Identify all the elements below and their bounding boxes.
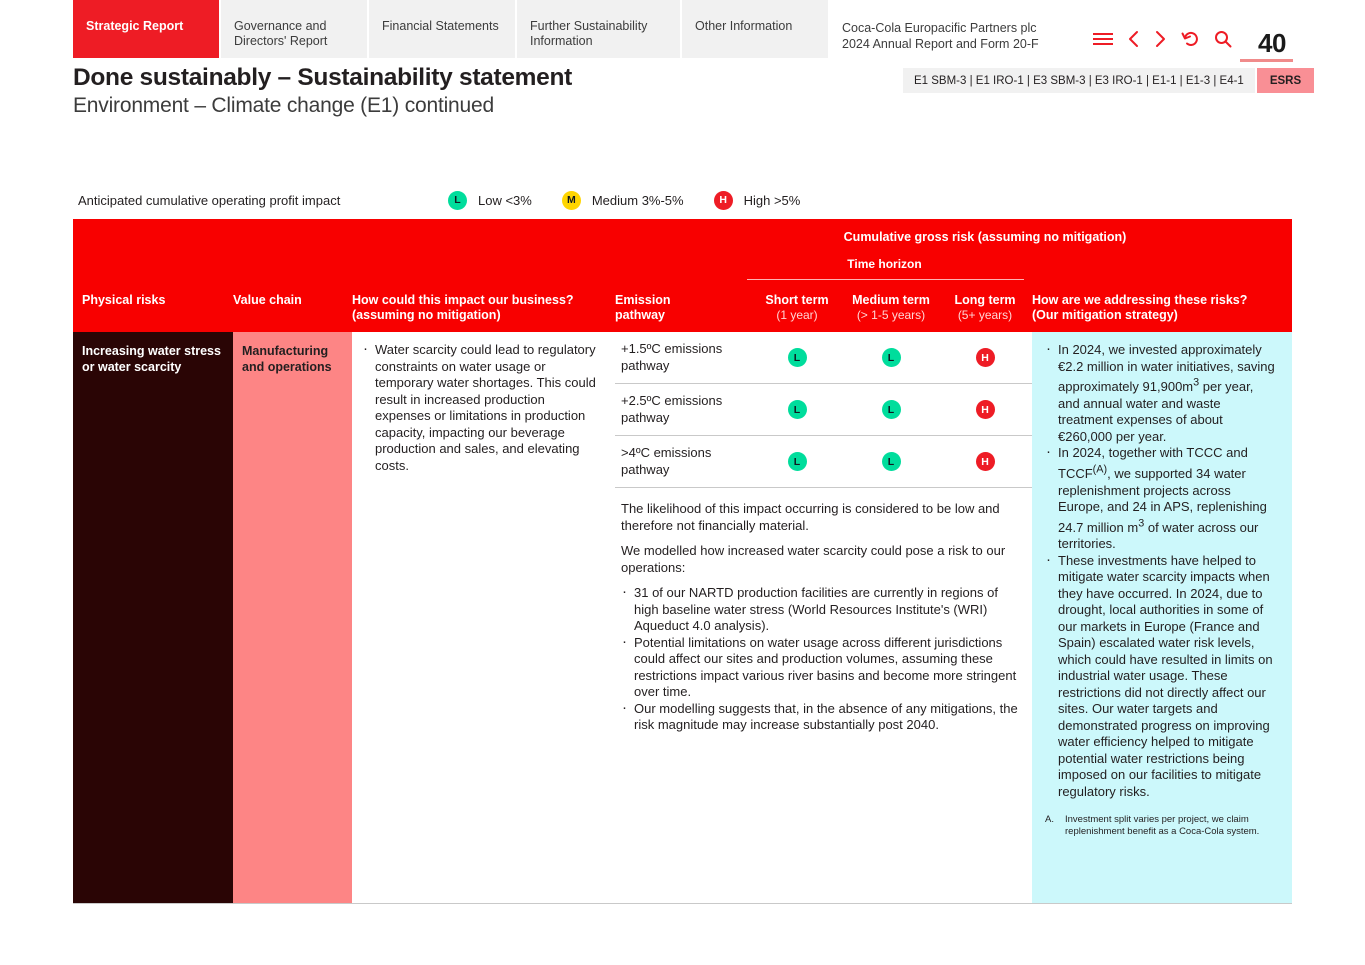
mitigation-text-2: In 2024, together with TCCC and $TCCF^{(A)}$, we supported 34 water replenishment projects across Europe, and 24 in APS, replenishing 24.7 million $m^3$ of water across our territories. <box>1058 445 1267 552</box>
header-short-term-label: Short term <box>765 293 829 307</box>
tab-label: Further Sustainability Information <box>530 19 648 48</box>
tab-further-sustainability-information[interactable] <box>517 0 680 58</box>
header-physical-risks: Physical risks <box>82 293 166 307</box>
cell-value-chain: Manufacturing and operations <box>233 332 352 903</box>
legend-label-low: Low <3% <box>478 192 532 208</box>
tab-other-information[interactable] <box>682 0 828 58</box>
esrs-badge: ESRS <box>1257 68 1314 93</box>
physical-risks-table <box>73 219 1292 903</box>
esrs-tag-group <box>903 68 1314 93</box>
mitigation-text-3: These investments have helped to mitigate water scarcity impacts when they have occurred. In 2024, due to drought, local authorities in some of our markets in Europe (France and Spain) escalated water risk levels, which could have resulted in limits on industrial water usage. These restrictions did not directly affect our sites. Our water targets and demonstrated progress on improving water efficiency helped to mitigate potential water restrictions being imposed on our facilities to mitigate regulatory risks. <box>1058 552 1273 799</box>
tab-label: Financial Statements <box>382 19 499 33</box>
chevron-left-icon[interactable] <box>1127 30 1140 53</box>
undo-icon[interactable] <box>1181 30 1200 53</box>
pathway-label: +1.5ºC emissions pathway <box>621 341 723 373</box>
emission-notes <box>615 488 1032 734</box>
impact-bullet-list <box>362 342 603 474</box>
header-medium-term-sub: (> 1-5 years) <box>856 308 926 322</box>
list-item <box>1045 342 1278 445</box>
note-paragraph-2: We modelled how increased water scarcity could pose a risk to our operations: <box>621 543 1006 575</box>
pathway-short-term-cell <box>750 348 844 367</box>
list-item: · Water scarcity could lead to regulatory constraints on water usage or temporary water shortages. This could result in increased production expenses or limitations in production capacity, impacting our beverage production and sales, and elevating costs. <box>362 342 603 474</box>
cell-mitigation <box>1032 332 1292 903</box>
legend-item-high <box>714 191 801 210</box>
header-nav-icons <box>1093 30 1232 53</box>
header-emission-line1: Emission <box>615 293 671 307</box>
tab-financial-statements[interactable] <box>369 0 515 58</box>
header-long-term <box>938 293 1032 323</box>
header-medium-term <box>844 293 938 323</box>
header-short-term-sub: (1 year) <box>776 308 818 322</box>
cell-physical-risk: Increasing water stress or water scarcity <box>73 332 233 903</box>
badge-low-icon: L <box>448 191 467 210</box>
header-long-term-label: Long term <box>954 293 1016 307</box>
esrs-tag-list: E1 SBM-3 | E1 IRO-1 | E3 SBM-3 | E3 IRO-1 | E1-1 | E1-3 | E4-1 <box>903 68 1255 93</box>
header-impact-line2: (assuming no mitigation) <box>352 308 501 322</box>
report-edition: 2024 Annual Report and Form 20-F <box>842 36 1039 51</box>
legend-label-medium: Medium 3%-5% <box>591 192 684 208</box>
footnote-marker: A. <box>1045 814 1054 826</box>
table-bottom-divider <box>73 903 1292 904</box>
search-icon[interactable] <box>1214 30 1232 53</box>
mitigation-text-1: In 2024, we invested approximately €2.2 million in water initiatives, saving approximately $91,900m^3$ per year, and annual water and waste treatment expenses of about €260,000 per year. <box>1058 342 1275 444</box>
pathway-long-term-cell <box>938 348 1032 367</box>
note-paragraph-1: The likelihood of this impact occurring is considered to be low and therefore not financially material. <box>621 501 1000 533</box>
list-item: · 31 of our NARTD production facilities are currently in regions of high baseline water stress (World Resources Institute's (WRI) Aqueduct 4.0 analysis). <box>621 585 1026 635</box>
pathway-medium-term-cell <box>844 452 938 471</box>
header-cumulative-gross-risk: Cumulative gross risk (assuming no mitigation) <box>843 230 1127 244</box>
pathway-label: +2.5ºC emissions pathway <box>621 393 723 425</box>
legend-item-low <box>448 191 532 210</box>
legend-item-medium <box>562 191 684 210</box>
header-mitigation-line1: How are we addressing these risks? <box>1032 293 1248 307</box>
header-time-horizon: Time horizon <box>847 257 922 271</box>
legend-title: Anticipated cumulative operating profit impact <box>78 192 341 208</box>
footnote-text: Investment split varies per project, we claim replenishment benefit as a Coca-Cola system. <box>1065 814 1260 838</box>
tab-strategic-report[interactable] <box>73 0 219 58</box>
mitigation-bullet-list <box>1045 342 1278 800</box>
list-item: · Potential limitations on water usage across different jurisdictions could affect our sites and production volumes, assuming these restrictions impact various river basins and become more stringent over time. <box>621 635 1026 701</box>
badge-high-icon: H <box>714 191 733 210</box>
badge-low-icon: L <box>788 400 807 419</box>
badge-low-icon: L <box>882 452 901 471</box>
time-horizon-divider <box>747 279 1024 280</box>
page-subtitle: Environment – Climate change (E1) continued <box>73 94 494 117</box>
badge-low-icon: L <box>882 400 901 419</box>
report-company-name: Coca-Cola Europacific Partners plc <box>842 21 1037 35</box>
header-short-term <box>750 293 844 323</box>
badge-low-icon: L <box>788 452 807 471</box>
legend-label-high: High >5% <box>743 192 801 208</box>
pathway-long-term-cell <box>938 400 1032 419</box>
tab-label: Strategic Report <box>86 19 184 33</box>
list-item <box>1045 553 1278 801</box>
header-mitigation <box>1032 293 1292 323</box>
header-medium-term-label: Medium term <box>852 293 930 307</box>
cell-impact <box>352 332 615 903</box>
page-number: 40 <box>1258 28 1286 58</box>
tab-label: Governance and Directors' Report <box>234 19 328 48</box>
cell-emission-risk-grid <box>615 332 1032 903</box>
header-emission-pathway <box>615 293 750 323</box>
pathway-row-1 <box>615 332 1032 384</box>
header-long-term-sub: (5+ years) <box>957 308 1013 322</box>
header-impact <box>352 293 615 323</box>
chevron-right-icon[interactable] <box>1154 30 1167 53</box>
table-row <box>73 332 1292 903</box>
pathway-long-term-cell <box>938 452 1032 471</box>
tab-label: Other Information <box>695 19 793 33</box>
header-value-chain: Value chain <box>233 293 302 307</box>
header-mitigation-line2: (Our mitigation strategy) <box>1032 308 1178 322</box>
pathway-label: >4ºC emissions pathway <box>621 445 712 477</box>
pathway-row-2 <box>615 384 1032 436</box>
badge-high-icon: H <box>976 452 995 471</box>
pathway-row-3 <box>615 436 1032 488</box>
badge-high-icon: H <box>976 348 995 367</box>
list-item <box>1045 445 1278 553</box>
pathway-medium-term-cell <box>844 348 938 367</box>
badge-low-icon: L <box>788 348 807 367</box>
pathway-medium-term-cell <box>844 400 938 419</box>
badge-high-icon: H <box>976 400 995 419</box>
tab-governance-directors-report[interactable] <box>221 0 367 58</box>
pathway-short-term-cell <box>750 452 844 471</box>
header-impact-line1: How could this impact our business? <box>352 293 574 307</box>
badge-medium-icon: M <box>562 191 581 210</box>
menu-icon[interactable] <box>1093 31 1113 52</box>
header-emission-line2: pathway <box>615 308 666 322</box>
table-header <box>73 219 1292 332</box>
list-item: · Our modelling suggests that, in the absence of any mitigations, the risk magnitude may increase substantially post 2040. <box>621 701 1026 734</box>
badge-low-icon: L <box>882 348 901 367</box>
impact-legend <box>78 188 1293 212</box>
pathway-short-term-cell <box>750 400 844 419</box>
page-title: Done sustainably – Sustainability statement <box>73 64 573 91</box>
report-title-block <box>842 0 1039 58</box>
footnote <box>1045 814 1278 838</box>
note-bullet-list <box>621 585 1026 734</box>
page-number-underline <box>1240 59 1293 62</box>
